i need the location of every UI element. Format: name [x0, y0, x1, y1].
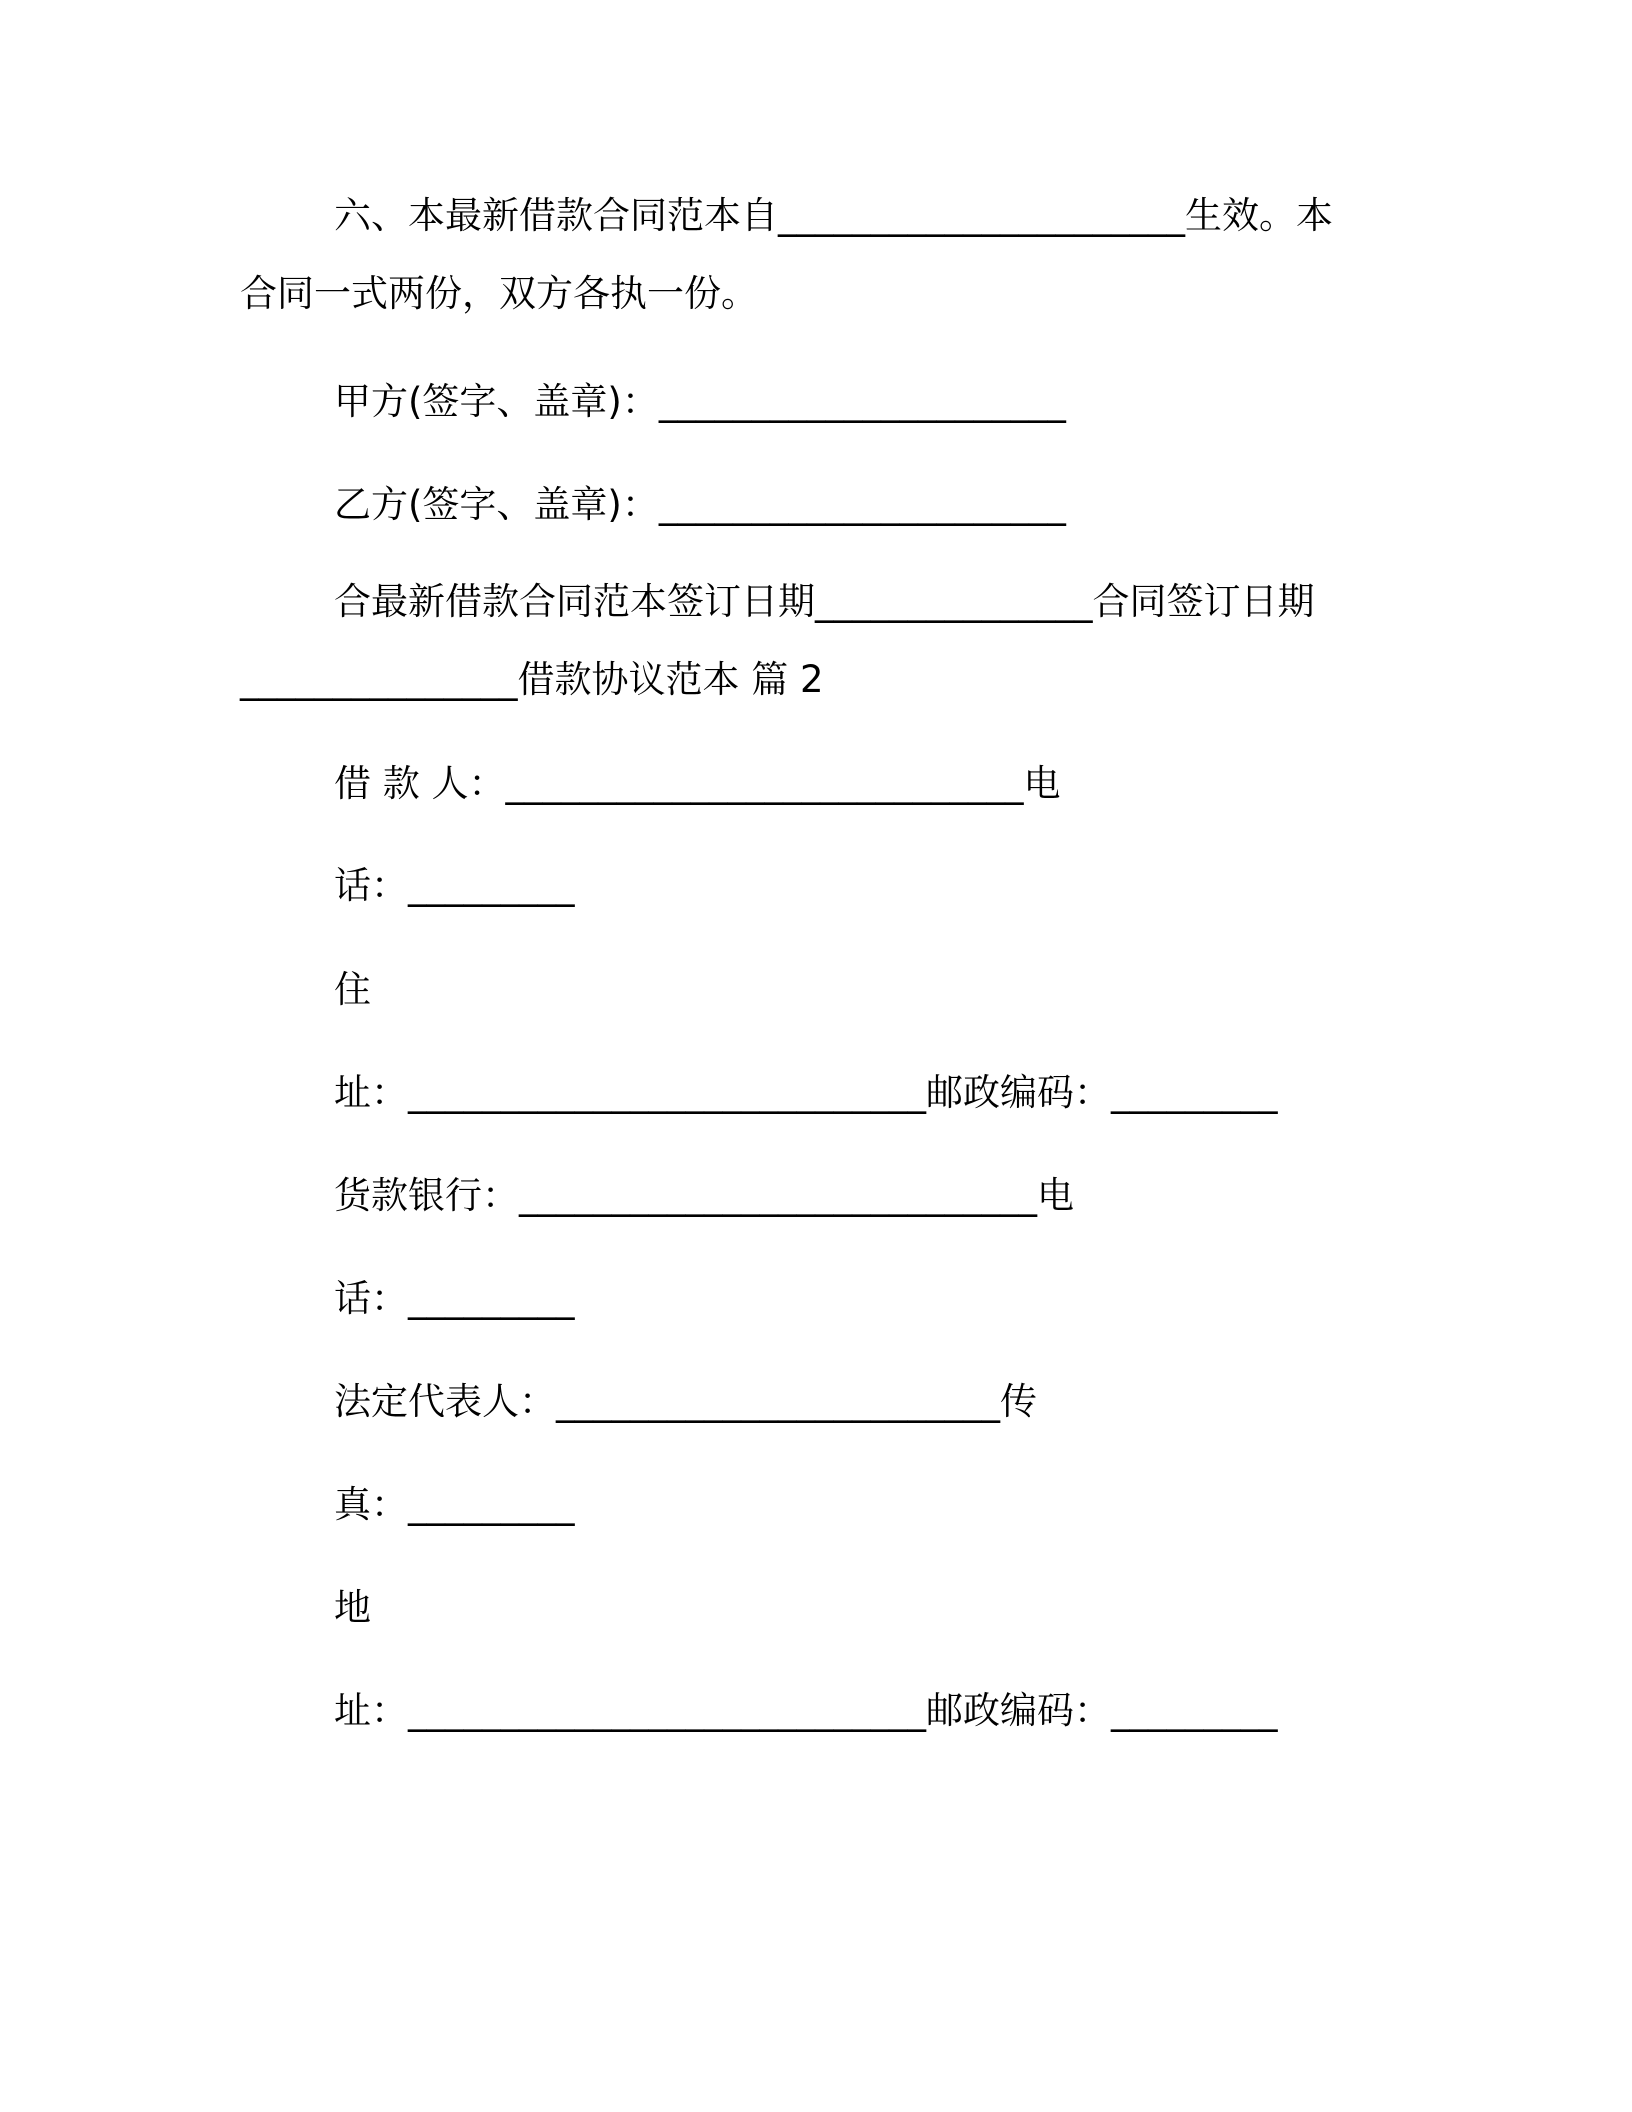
clause-six-effective: 六、本最新借款合同范本自______________________生效。本 — [334, 194, 1333, 237]
lending-bank-field: 货款银行：____________________________电 — [334, 1174, 1074, 1217]
clause-six-copies: 合同一式两份，双方各执一份。 — [240, 272, 758, 315]
fax-field: 真：_________ — [334, 1483, 575, 1526]
borrower-address-label: 住 — [334, 968, 371, 1011]
bank-phone-field: 话：_________ — [334, 1277, 575, 1320]
borrower-field: 借 款 人：____________________________电 — [334, 762, 1061, 805]
legal-representative-field: 法定代表人：________________________传 — [334, 1380, 1037, 1423]
party-b-signature: 乙方(签字、盖章)：______________________ — [334, 483, 1066, 526]
bank-address-label: 地 — [334, 1586, 371, 1629]
bank-address-field: 址：____________________________邮政编码：_________ — [334, 1689, 1278, 1732]
section-heading: _______________借款协议范本 篇 2 — [240, 658, 824, 701]
party-a-signature: 甲方(签字、盖章)：______________________ — [334, 380, 1066, 423]
borrower-phone-field: 话：_________ — [334, 864, 575, 907]
signing-date-line: 合最新借款合同范本签订日期_______________合同签订日期 — [334, 580, 1315, 623]
borrower-address-field: 址：____________________________邮政编码：_________ — [334, 1071, 1278, 1114]
